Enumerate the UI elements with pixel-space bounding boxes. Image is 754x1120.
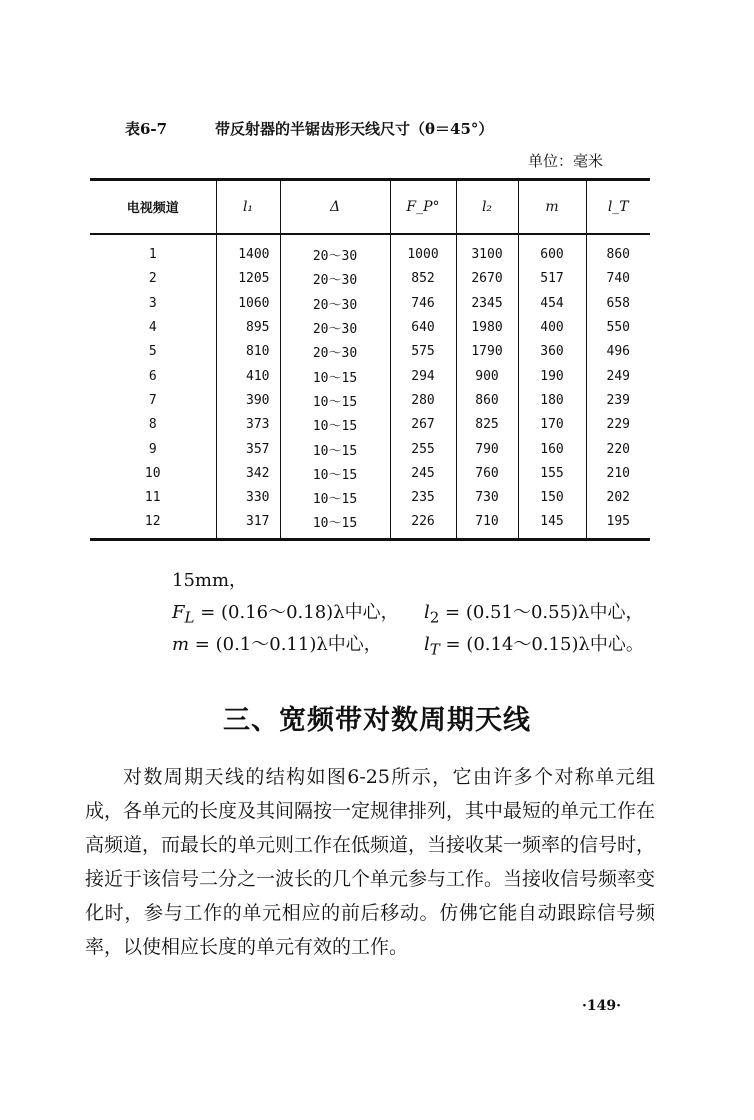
formula-l2-sub: 2: [429, 608, 440, 627]
cell-delta: 10～15: [280, 437, 390, 461]
table-unit: 单位：毫米: [528, 152, 604, 170]
header-m: m: [518, 180, 586, 234]
cell-l2: 860: [456, 388, 518, 412]
header-channel: 电视频道: [90, 180, 216, 234]
header-fp: F_P°: [390, 180, 456, 234]
cell-delta: 10～15: [280, 510, 390, 540]
header-delta: Δ: [280, 180, 390, 234]
cell-l2: 1980: [456, 315, 518, 339]
section-heading: 三、宽频带对数周期天线: [223, 705, 531, 736]
formula-l2-symbol: l: [424, 602, 430, 623]
table-row: [90, 388, 650, 412]
cell-m: 190: [518, 364, 586, 388]
cell-lt: 496: [586, 340, 650, 364]
cell-m: 517: [518, 267, 586, 291]
table-row: [90, 437, 650, 461]
table-row: [90, 340, 650, 364]
formula-m-symbol: m: [172, 634, 190, 655]
cell-m: 160: [518, 437, 586, 461]
cell-channel: 2: [148, 271, 157, 287]
formula-line-1: 15mm，: [172, 570, 248, 591]
cell-l1: 342: [216, 461, 280, 485]
cell-l2: 2345: [456, 291, 518, 315]
cell-fp: 640: [390, 315, 456, 339]
formula-fl-value: = (0.16～0.18)λ中心，: [194, 602, 399, 623]
formula-lt-value: = (0.14～0.15)λ中心。: [439, 634, 644, 655]
cell-l2: 760: [456, 461, 518, 485]
table-body: [90, 234, 650, 540]
cell-l1: 810: [216, 340, 280, 364]
table-row: [90, 291, 650, 315]
table-row: [90, 485, 650, 509]
header-l2: l₂: [456, 180, 518, 234]
cell-m: 454: [518, 291, 586, 315]
header-lt: l_T: [586, 180, 650, 234]
cell-channel: 1: [148, 247, 157, 263]
cell-l1: 1060: [216, 291, 280, 315]
formula-fl-sub: L: [184, 608, 195, 627]
cell-lt: 239: [586, 388, 650, 412]
body-paragraph: 对数周期天线的结构如图6-25所示，它由许多个对称单元组成，各单元的长度及其间隔按一定规律排列，其中最短的单元工作在高频道，而最长的单元则工作在低频道，当接收某一频率的信号时，接近于该信号二分之一波长的几个单元参与工作。当接收信号频率变化时，参与工作的单元相应的前后移动。仿佛它能自动跟踪信号频率，以使相应长度的单元有效的工作。: [85, 766, 656, 958]
cell-delta: 20～30: [280, 315, 390, 339]
table-row: [90, 510, 650, 540]
cell-l1: 373: [216, 413, 280, 437]
cell-delta: 10～15: [280, 413, 390, 437]
cell-fp: 255: [390, 437, 456, 461]
cell-fp: 226: [390, 510, 456, 540]
cell-channel: 5: [148, 344, 157, 360]
cell-fp: 852: [390, 267, 456, 291]
cell-lt: 229: [586, 413, 650, 437]
cell-l2: 825: [456, 413, 518, 437]
cell-delta: 10～15: [280, 461, 390, 485]
cell-channel: 12: [90, 510, 216, 540]
cell-fp: 575: [390, 340, 456, 364]
formula-fl-symbol: F: [172, 602, 185, 623]
cell-l2: 710: [456, 510, 518, 540]
cell-channel: 7: [148, 392, 157, 408]
cell-m: 180: [518, 388, 586, 412]
page-number: ·149·: [582, 998, 621, 1014]
table-row: [90, 413, 650, 437]
table-row: [90, 461, 650, 485]
formula-lt-symbol: l: [424, 634, 430, 655]
cell-m: 170: [518, 413, 586, 437]
cell-lt: 550: [586, 315, 650, 339]
cell-fp: 235: [390, 485, 456, 509]
cell-lt: 860: [586, 234, 650, 267]
cell-channel: 6: [148, 368, 157, 384]
cell-m: 400: [518, 315, 586, 339]
formula-lt: [424, 630, 644, 659]
cell-l1: 410: [216, 364, 280, 388]
cell-channel: 10: [144, 465, 161, 481]
cell-l2: 730: [456, 485, 518, 509]
table-number: 表6-7: [125, 120, 168, 138]
cell-lt: 220: [586, 437, 650, 461]
cell-l1: 330: [216, 485, 280, 509]
cell-channel: 4: [148, 320, 157, 336]
cell-lt: 249: [586, 364, 650, 388]
cell-fp: 267: [390, 413, 456, 437]
cell-l1: 1400: [216, 234, 280, 267]
cell-fp: 746: [390, 291, 456, 315]
dimensions-table: [90, 178, 650, 541]
cell-fp: 294: [390, 364, 456, 388]
formula-lt-sub: T: [429, 640, 440, 659]
cell-fp: 280: [390, 388, 456, 412]
formula-l2: [424, 598, 643, 627]
cell-l1: 317: [216, 510, 280, 540]
table-row: [90, 315, 650, 339]
cell-m: 600: [518, 234, 586, 267]
cell-l2: 1790: [456, 340, 518, 364]
formula-fl: [172, 598, 399, 627]
cell-lt: 202: [586, 485, 650, 509]
cell-delta: 20～30: [280, 340, 390, 364]
cell-channel: 3: [148, 295, 157, 311]
table-row: [90, 364, 650, 388]
header-l1: l₁: [216, 180, 280, 234]
cell-channel: 9: [148, 441, 157, 457]
cell-channel: 8: [148, 417, 157, 433]
table-header-row: [90, 180, 650, 234]
cell-l1: 895: [216, 315, 280, 339]
cell-fp: 245: [390, 461, 456, 485]
table-title: 带反射器的半锯齿形天线尺寸（θ＝45°）: [215, 120, 494, 138]
cell-m: 145: [518, 510, 586, 540]
cell-l2: 790: [456, 437, 518, 461]
cell-fp: 1000: [390, 234, 456, 267]
cell-channel: 11: [144, 490, 161, 506]
cell-delta: 10～15: [280, 388, 390, 412]
formula-m: [172, 630, 382, 656]
cell-l2: 3100: [456, 234, 518, 267]
cell-m: 155: [518, 461, 586, 485]
cell-m: 360: [518, 340, 586, 364]
cell-lt: 740: [586, 267, 650, 291]
formula-m-value: = (0.1～0.11)λ中心，: [189, 634, 382, 655]
cell-delta: 10～15: [280, 485, 390, 509]
cell-delta: 20～30: [280, 234, 390, 267]
cell-l1: 1205: [216, 267, 280, 291]
body-text: [85, 760, 655, 964]
cell-delta: 20～30: [280, 291, 390, 315]
cell-l1: 390: [216, 388, 280, 412]
cell-l2: 2670: [456, 267, 518, 291]
cell-lt: 658: [586, 291, 650, 315]
cell-lt: 195: [586, 510, 650, 540]
table-row: [90, 234, 650, 267]
table-row: [90, 267, 650, 291]
cell-delta: 20～30: [280, 267, 390, 291]
cell-delta: 10～15: [280, 364, 390, 388]
cell-lt: 210: [586, 461, 650, 485]
formula-l2-value: = (0.51～0.55)λ中心，: [439, 602, 644, 623]
cell-l2: 900: [456, 364, 518, 388]
cell-l1: 357: [216, 437, 280, 461]
cell-m: 150: [518, 485, 586, 509]
